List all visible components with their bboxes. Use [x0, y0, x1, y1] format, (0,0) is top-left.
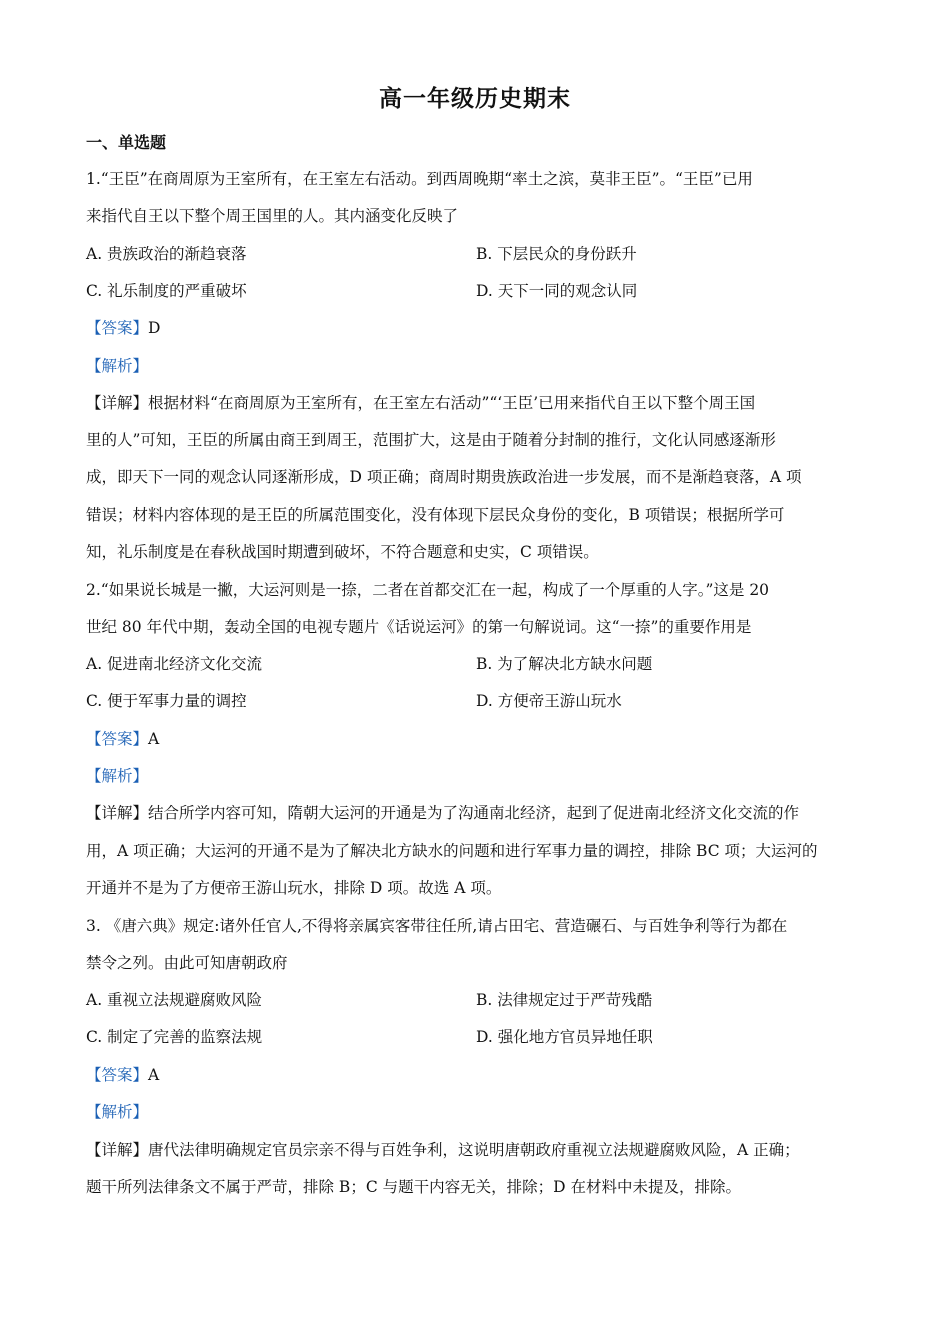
q1-detail-line-4: 错误；材料内容体现的是王臣的所属范围变化，没有体现下层民众身份的变化，B 项错误；根据所学可 [86, 506, 785, 524]
q2-answer [86, 729, 866, 749]
q3-option-b: B. 法律规定过于严苛残酷 [476, 991, 653, 1009]
q1-answer [86, 318, 866, 338]
detail-text: 根据材料“在商周原为王室所有，在王室左右活动”“‘王臣’已用来指代自王以下整个周王国 [148, 394, 756, 412]
q2-detail-line-3: 开通并不是为了方便帝王游山玩水，排除 D 项。故选 A 项。 [86, 879, 502, 897]
q1-option-c: C. 礼乐制度的严重破坏 [86, 282, 247, 300]
detail-text: 结合所学内容可知，隋朝大运河的开通是为了沟通南北经济，起到了促进南北经济文化交流的作 [148, 804, 800, 822]
q2-detail-line-1 [86, 803, 866, 823]
answer-value: A [148, 1066, 160, 1084]
answer-tag: 【答案】 [86, 319, 149, 337]
answer-value: A [148, 730, 160, 748]
q3-stem-line-1: 3. 《唐六典》规定:诸外任官人,不得将亲属宾客带往任所,请占田宅、营造碾石、与百姓争利等行为都在 [86, 917, 788, 935]
q2-option-b: B. 为了解决北方缺水问题 [476, 655, 653, 673]
q2-detail-line-2: 用，A 项正确；大运河的开通不是为了解决北方缺水的问题和进行军事力量的调控，排除 BC 项；大运河的 [86, 842, 818, 860]
q3-stem-line-2: 禁令之列。由此可知唐朝政府 [86, 954, 288, 972]
q1-option-d: D. 天下一同的观念认同 [476, 282, 638, 300]
q2-stem-line-2: 世纪 80 年代中期，轰动全国的电视专题片《话说运河》的第一句解说词。这“一捺”的重要作用是 [86, 618, 752, 636]
q3-answer [86, 1065, 866, 1085]
q1-detail-line-2: 里的人”可知，王臣的所属由商王到周王，范围扩大，这是由于随着分封制的推行，文化认同感逐渐形 [86, 431, 776, 449]
q1-option-b: B. 下层民众的身份跃升 [476, 245, 637, 263]
q3-analysis-tag [86, 1102, 866, 1122]
q3-option-a: A. 重视立法规避腐败风险 [86, 991, 263, 1009]
analysis-tag: 【解析】 [86, 1103, 149, 1121]
q1-detail-line-1 [86, 393, 866, 413]
detail-tag: 【详解】 [86, 394, 149, 412]
q1-detail-line-5: 知，礼乐制度是在春秋战国时期遭到破坏，不符合题意和史实，C 项错误。 [86, 543, 599, 561]
answer-tag: 【答案】 [86, 730, 149, 748]
q3-option-c: C. 制定了完善的监察法规 [86, 1028, 263, 1046]
q1-detail-line-3: 成，即天下一同的观念认同逐渐形成，D 项正确；商周时期贵族政治进一步发展，而不是渐趋衰落，A 项 [86, 468, 802, 486]
q1-analysis-tag [86, 356, 866, 376]
q2-option-a: A. 促进南北经济文化交流 [86, 655, 263, 673]
analysis-tag: 【解析】 [86, 767, 149, 785]
q3-detail-line-2: 题干所列法律条文不属于严苛，排除 B；C 与题干内容无关，排除；D 在材料中未提及，排除。 [86, 1178, 741, 1196]
detail-tag: 【详解】 [86, 804, 149, 822]
detail-tag: 【详解】 [86, 1141, 149, 1159]
answer-value: D [148, 319, 161, 337]
q2-stem-line-1: 2.“如果说长城是一撇，大运河则是一捺，二者在首都交汇在一起，构成了一个厚重的人字。”这是 20 [86, 581, 770, 599]
q2-analysis-tag [86, 766, 866, 786]
q1-stem-line-1: 1.“王臣”在商周原为王室所有，在王室左右活动。到西周晚期“率土之滨，莫非王臣”。“王臣”已用 [86, 170, 753, 188]
q1-stem-line-2: 来指代自王以下整个周王国里的人。其内涵变化反映了 [86, 207, 459, 225]
q3-option-d: D. 强化地方官员异地任职 [476, 1028, 653, 1046]
answer-tag: 【答案】 [86, 1066, 149, 1084]
q2-option-d: D. 方便帝王游山玩水 [476, 692, 622, 710]
detail-text: 唐代法律明确规定官员宗亲不得与百姓争利，这说明唐朝政府重视立法规避腐败风险，A 正确； [148, 1141, 800, 1159]
section-heading: 一、单选题 [86, 133, 167, 152]
analysis-tag: 【解析】 [86, 357, 149, 375]
q2-option-c: C. 便于军事力量的调控 [86, 692, 247, 710]
page-title: 高一年级历史期末 [379, 85, 571, 112]
q1-option-a: A. 贵族政治的渐趋衰落 [86, 245, 247, 263]
q3-detail-line-1 [86, 1140, 866, 1160]
